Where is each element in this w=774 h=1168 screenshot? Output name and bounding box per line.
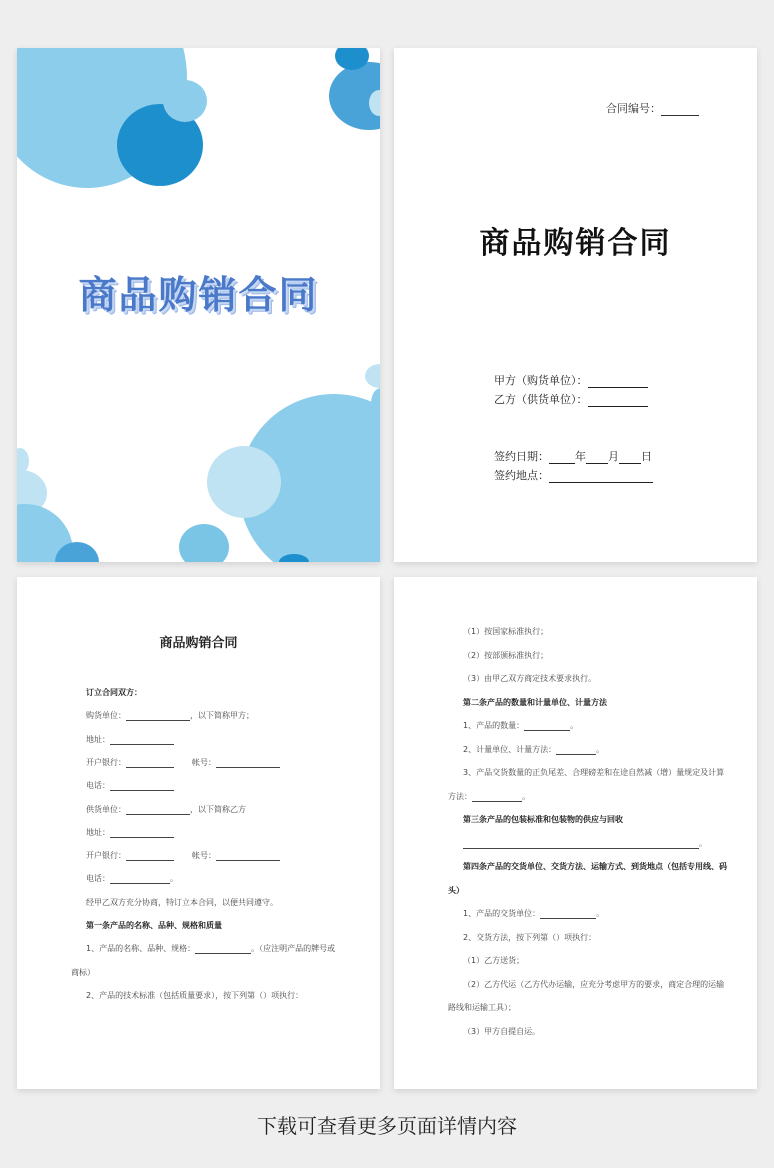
line-text: 路线和运输工具）；	[448, 1003, 516, 1012]
blank-line	[472, 793, 522, 802]
line-text: 第一条产品的名称、品种、规格和质量	[86, 921, 222, 930]
line-text: 2、交货方法，按下列第（）项执行：	[463, 932, 597, 942]
contract-line	[86, 804, 246, 815]
decor-bubble	[179, 524, 229, 562]
blank-line	[556, 746, 596, 755]
contract-line	[71, 967, 95, 978]
blank-line	[586, 453, 608, 464]
line-text: 1、产品的名称、品种、规格：	[86, 944, 196, 954]
line-text: 电话：	[86, 874, 110, 884]
contract-line	[463, 744, 604, 755]
blank-line	[216, 852, 280, 861]
section-heading	[463, 861, 727, 872]
line-text: 头）	[448, 885, 464, 895]
line-text: 经甲乙双方充分协商，特订立本合同，以便共同遵守。	[86, 897, 278, 907]
contract-line	[86, 710, 254, 721]
line-text: （2）乙方代运（乙方代办运输，应充分考虑甲方的要求，商定合理的运输	[463, 979, 725, 989]
decor-bubble	[207, 446, 281, 518]
contract-line	[463, 1026, 540, 1037]
blank-line	[216, 759, 280, 768]
section-heading	[463, 697, 607, 708]
contract-page-3	[17, 577, 380, 1089]
blank-line	[549, 453, 575, 464]
line-suffix: ，以下简称乙方	[190, 804, 246, 814]
line-text: （1）按国家标准执行；	[463, 627, 549, 636]
line-text: （3）由甲乙双方商定技术要求执行。	[463, 674, 597, 683]
line-text: （3）甲方自提自运。	[463, 1026, 541, 1036]
section-heading	[448, 885, 464, 896]
line-suffix: 。（应注明产品的牌号或	[251, 944, 336, 954]
contract-line	[86, 780, 174, 791]
line-suffix: 。	[170, 874, 178, 884]
line-text: 1、产品的数量：	[463, 721, 525, 730]
decor-bubble	[163, 80, 207, 122]
line-text: 第三条产品的包装标准和包装物的供应与回收	[463, 815, 623, 824]
contract-title: 商品购销合同	[479, 226, 672, 261]
line-suffix: 。	[596, 744, 605, 754]
section-heading	[86, 687, 142, 698]
contract-line	[86, 850, 280, 861]
line-suffix: 帐号：	[192, 851, 216, 861]
blank-line	[110, 782, 174, 791]
contract-number	[606, 100, 699, 116]
sign-date-label: 签约日期：	[494, 450, 549, 463]
line-text: 供货单位：	[86, 804, 126, 814]
line-text: 开户银行：	[86, 757, 126, 767]
contract-line	[463, 838, 707, 849]
contract-line	[86, 873, 178, 884]
contract-line	[463, 979, 724, 990]
cover-title: 商品购销合同	[78, 272, 319, 317]
contract-line	[86, 943, 335, 954]
sign-place-label: 签约地点：	[494, 469, 549, 482]
contract-line	[463, 767, 724, 778]
line-suffix: 。	[570, 721, 579, 730]
contract-line	[463, 626, 548, 637]
page-title: 商品购销合同	[159, 636, 238, 651]
line-text: 2、产品的技术标准（包括质量要求），按下列第（）项执行：	[86, 990, 304, 1000]
blank-line	[126, 759, 174, 768]
contract-line	[463, 932, 596, 943]
contract-line	[463, 908, 604, 919]
contract-line	[463, 955, 524, 966]
section-heading	[86, 920, 222, 931]
decor-bubble	[365, 364, 380, 388]
blank-line	[195, 945, 251, 954]
party-a-label: 甲方（购货单位）：	[494, 374, 588, 387]
line-text: 2、计量单位、计量方法：	[463, 744, 557, 754]
contract-line	[86, 757, 280, 768]
contract-number-label: 合同编号：	[606, 102, 661, 115]
sign-place-line	[494, 467, 653, 483]
line-text: 第二条产品的数量和计量单位、计量方法	[463, 697, 607, 707]
line-text: 1、产品的交货单位：	[463, 909, 541, 918]
blank-line	[619, 453, 641, 464]
line-text: 地址：	[86, 827, 110, 837]
contract-line	[448, 1002, 516, 1013]
section-heading	[463, 814, 623, 825]
cover-page	[17, 48, 380, 562]
line-suffix: 帐号：	[192, 757, 216, 767]
contract-line	[463, 720, 578, 731]
line-suffix: ，以下简称甲方；	[190, 711, 254, 721]
blank-line	[110, 875, 170, 884]
blank-line	[126, 852, 174, 861]
blank-line	[540, 910, 596, 919]
blank-line	[524, 722, 570, 731]
blank-line	[126, 806, 190, 815]
blank-line	[588, 377, 648, 388]
line-text: 购货单位：	[86, 711, 126, 721]
contract-line	[86, 897, 278, 908]
blank-line	[588, 396, 648, 407]
line-text: 第四条产品的交货单位、交货方法、运输方式、到货地点（包括专用线、码	[463, 862, 727, 871]
line-text: （1）乙方送货；	[463, 956, 525, 965]
line-suffix: 。	[596, 909, 605, 918]
line-suffix: 。	[699, 838, 707, 848]
line-suffix: 。	[522, 791, 530, 801]
contract-line	[86, 990, 303, 1001]
party-a-line	[494, 372, 648, 388]
sign-date-line	[494, 448, 652, 464]
contract-line	[463, 673, 596, 684]
line-text: 方法：	[448, 791, 472, 801]
party-b-label: 乙方（供货单位）：	[494, 393, 588, 406]
blank-line	[661, 115, 699, 116]
contract-line	[463, 650, 548, 661]
blank-line	[110, 736, 174, 745]
party-b-line	[494, 391, 648, 407]
contract-page-4	[394, 577, 757, 1089]
line-text: （2）按部颁标准执行；	[463, 650, 549, 660]
contract-line	[86, 734, 174, 745]
line-text: 商标）	[71, 967, 95, 977]
title-page	[394, 48, 757, 562]
blank-line	[549, 472, 653, 483]
contract-line	[86, 827, 174, 838]
blank-line	[463, 840, 699, 849]
year-label: 年	[575, 450, 586, 463]
blank-line	[126, 712, 190, 721]
line-text: 开户银行：	[86, 851, 126, 861]
line-text: 地址：	[86, 734, 110, 744]
day-label: 日	[641, 450, 652, 463]
line-text: 订立合同双方：	[86, 688, 142, 697]
month-label: 月	[608, 450, 619, 463]
footer-caption: 下载可查看更多页面详情内容	[257, 1114, 517, 1138]
contract-line	[448, 791, 530, 802]
line-text: 电话：	[86, 781, 110, 791]
blank-line	[110, 829, 174, 838]
line-text: 3、产品交货数量的正负尾差、合理磅差和在途自然减（增）量规定及计算	[463, 768, 725, 777]
